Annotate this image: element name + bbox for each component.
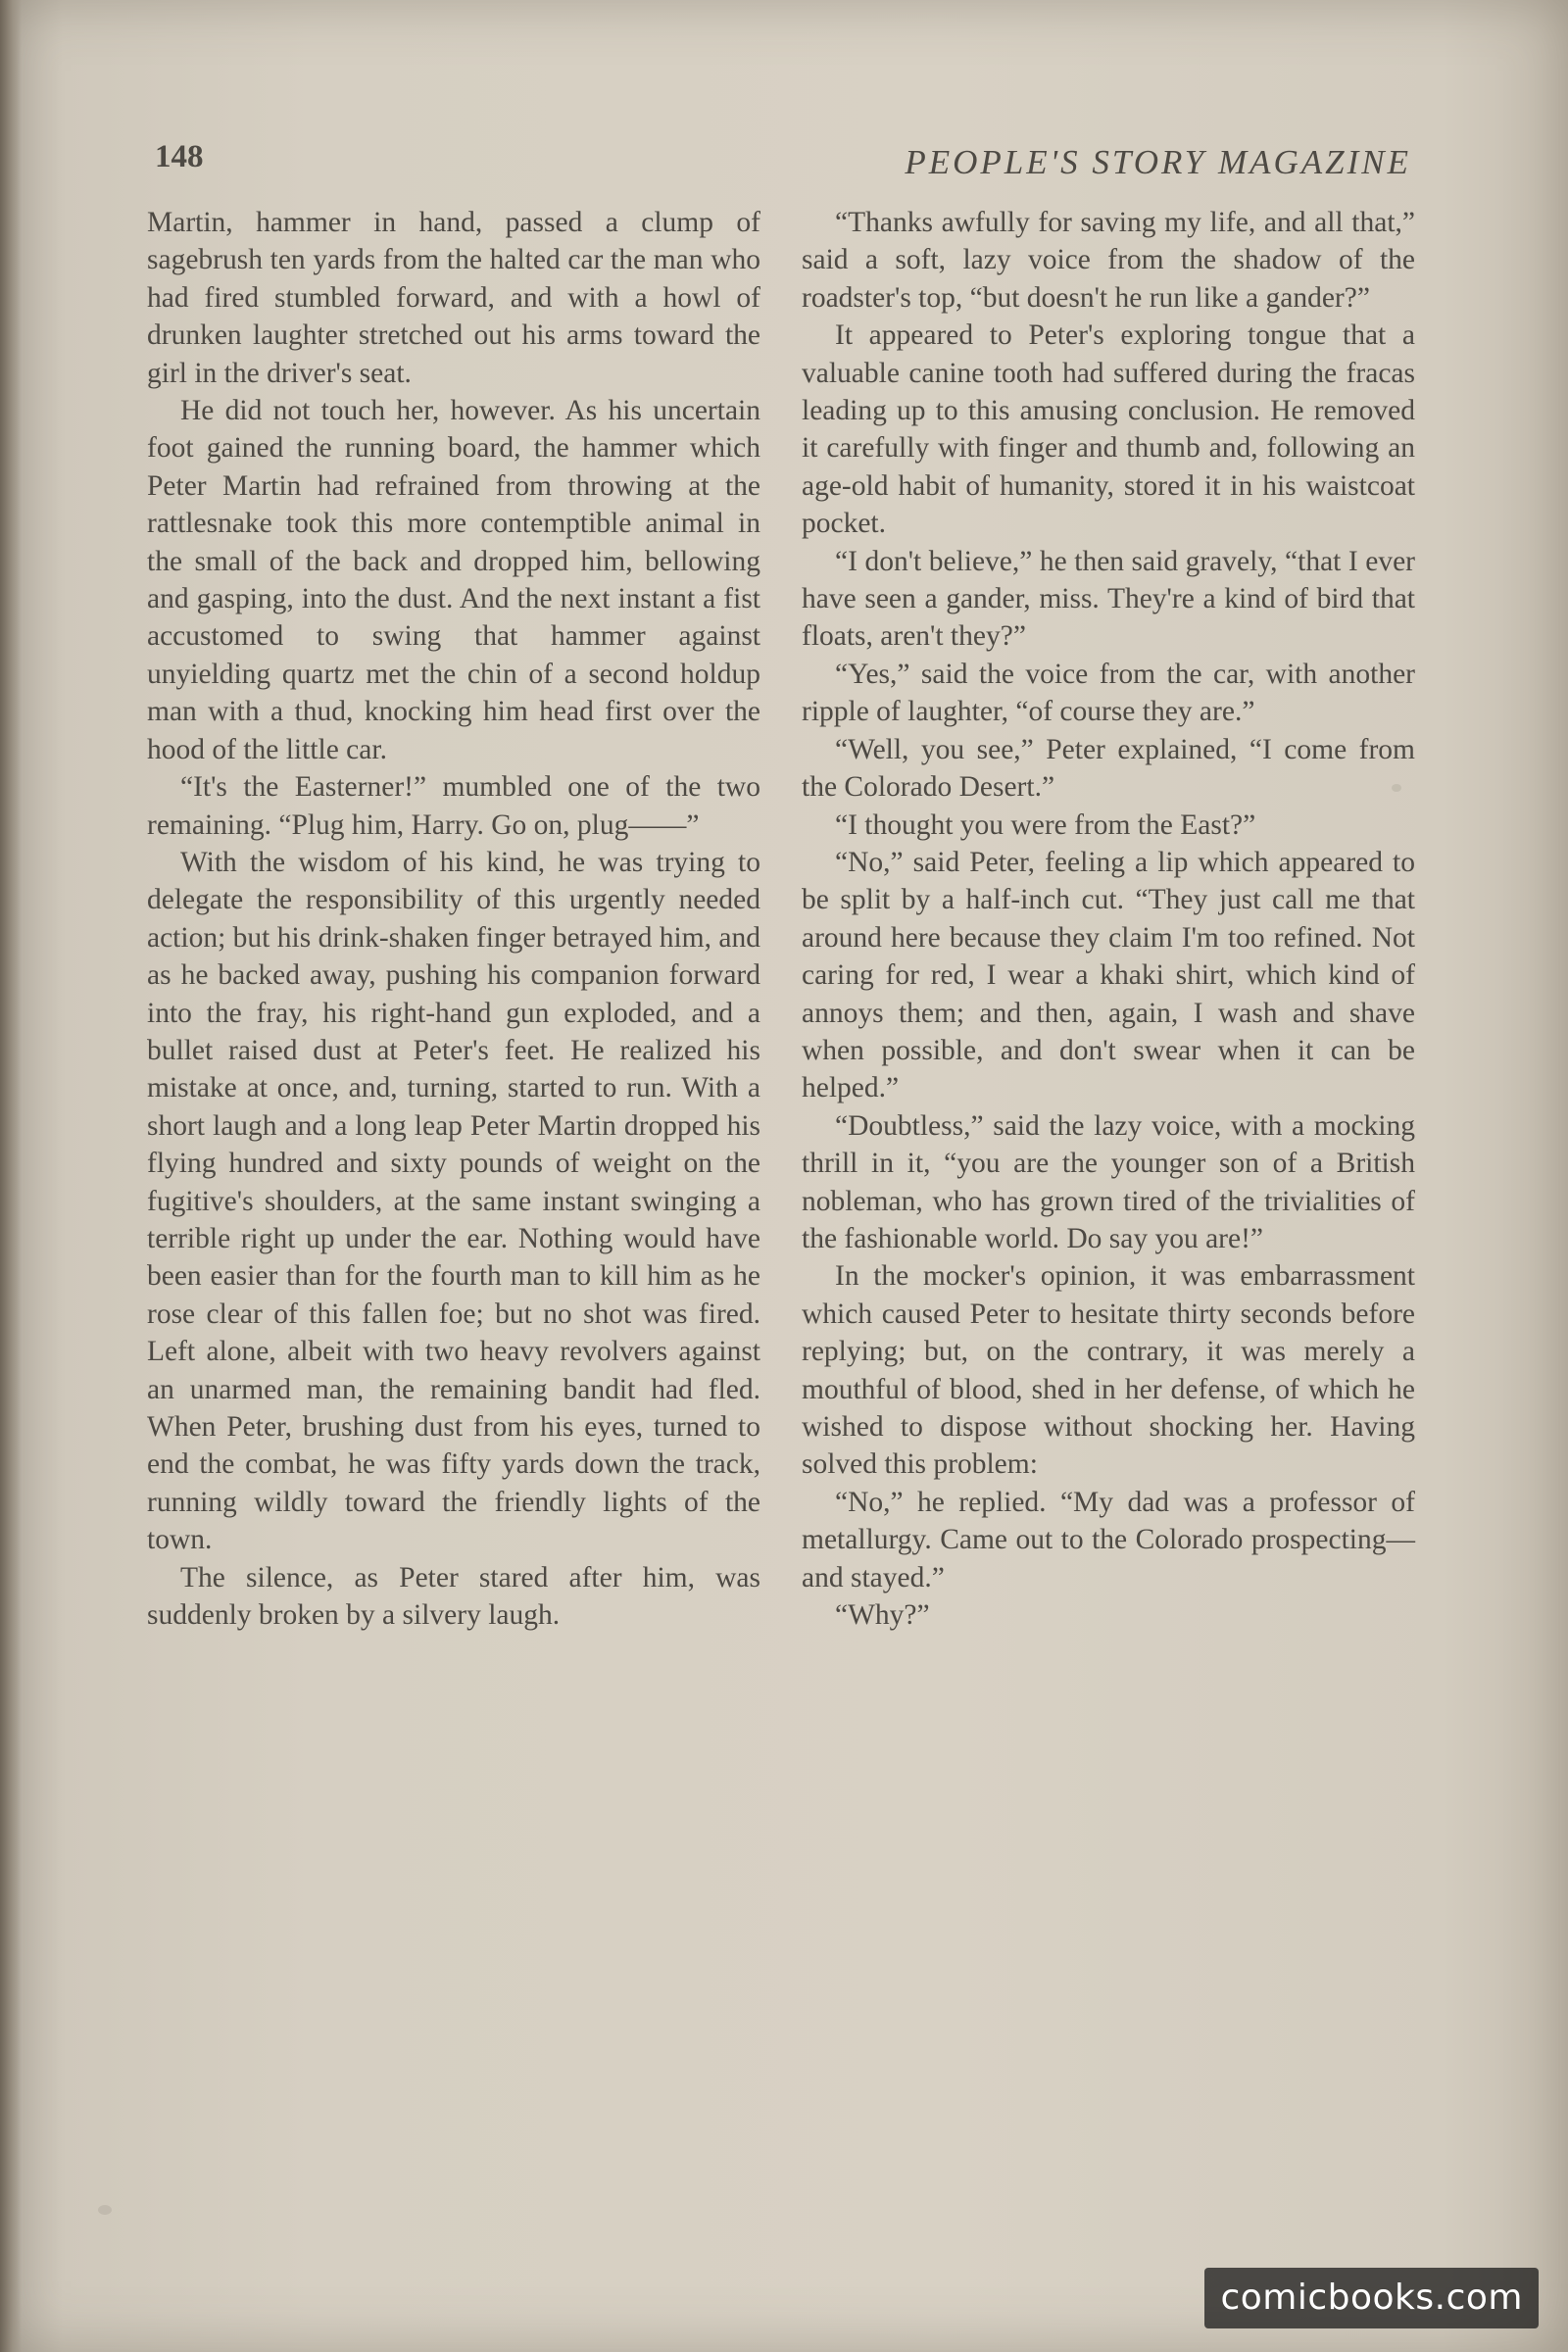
paragraph: He did not touch her, however. As his uncertain foot gained the running board, the hammer which Peter Martin had refrained from throwing at the rattlesnake took this more contemptible animal in the small of the back and dropped him, bellowing and gasping, into the dust. And the next instant a fist accustomed to swing that hammer against unyielding quartz met the chin of a second holdup man with a thud, knocking him head first over the hood of the little car. <box>147 395 760 765</box>
paragraph: Martin, hammer in hand, passed a clump of sagebrush ten yards from the halted car the man who had fired stumbled forward, and with a howl of drunken laughter stretched out his arms toward the girl in the driver's seat. <box>147 207 760 389</box>
paragraph: “Doubtless,” said the lazy voice, with a mocking thrill in it, “you are the younger son of a British nobleman, who has grown tired of the trivialities of the fashionable world. Do say you are!” <box>802 1109 1415 1254</box>
paragraph: The silence, as Peter stared after him, was suddenly broken by a silvery laugh. <box>147 1561 760 1632</box>
magazine-title: PEOPLE'S STORY MAGAZINE <box>905 143 1411 181</box>
page-number: 148 <box>155 139 204 174</box>
paragraph: “Yes,” said the voice from the car, with another ripple of laughter, “of course they are.” <box>802 658 1415 728</box>
right-text-column <box>802 204 1415 1634</box>
page-header <box>108 129 1411 198</box>
paragraph: “Well, you see,” Peter explained, “I come from the Colorado Desert.” <box>802 733 1415 804</box>
paragraph: “It's the Easterner!” mumbled one of the two remaining. “Plug him, Harry. Go on, plug——” <box>147 771 760 841</box>
ink-smudge <box>98 2205 112 2215</box>
paragraph: “Why?” <box>835 1599 930 1632</box>
paragraph: “No,” said Peter, feeling a lip which appeared to be split by a half-inch cut. “They just call me that around here because they claim I'm too refined. Not caring for red, I wear a khaki shirt, which kind of annoys them; and then, again, I wash and shave when possible, and don't swear when it can be helped.” <box>802 846 1415 1104</box>
paragraph: In the mocker's opinion, it was embarrassment which caused Peter to hesitate thirty seconds before replying; but, on the contrary, it was merely a mouthful of blood, shed in her defense, of which he wished to dispose without shocking her. Having solved this problem: <box>802 1260 1415 1481</box>
paragraph: It appeared to Peter's exploring tongue that a valuable canine tooth had suffered during the fracas leading up to this amusing conclusion. He removed it carefully with finger and thumb and, following an age-old habit of humanity, stored it in his waistcoat pocket. <box>802 319 1415 540</box>
paragraph: “Thanks awfully for saving my life, and all that,” said a soft, lazy voice from the shadow of the roadster's top, “but doesn't he run like a gander?” <box>802 207 1415 314</box>
paragraph: With the wisdom of his kind, he was trying to delegate the responsibility of this urgently needed action; but his drink-shaken finger betrayed him, and as he backed away, pushing his companion forward into the fray, his right-hand gun exploded, and a bullet raised dust at Peter's feet. He realized his mistake at once, and, turning, started to run. With a short laugh and a long leap Peter Martin dropped his flying hundred and sixty pounds of weight on the fugitive's shoulders, at the same instant swinging a terrible right up under the ear. Nothing would have been easier than for the fourth man to kill him as he rose clear of this fallen foe; but no shot was fired. Left alone, albeit with two heavy revolvers against an unarmed man, the remaining bandit had fled. When Peter, brushing dust from his eyes, turned to end the combat, he was fifty yards down the track, running wildly toward the friendly lights of the town. <box>147 846 760 1556</box>
left-text-column <box>147 204 760 1634</box>
paragraph: “No,” he replied. “My dad was a professor of metallurgy. Came out to the Colorado prospecting—and stayed.” <box>802 1486 1415 1593</box>
paragraph: “I thought you were from the East?” <box>835 808 1256 841</box>
paragraph: “I don't believe,” he then said gravely, “that I ever have seen a gander, miss. They're a kind of bird that floats, aren't they?” <box>802 545 1415 653</box>
site-watermark: comicbooks.com <box>1204 2268 1539 2328</box>
